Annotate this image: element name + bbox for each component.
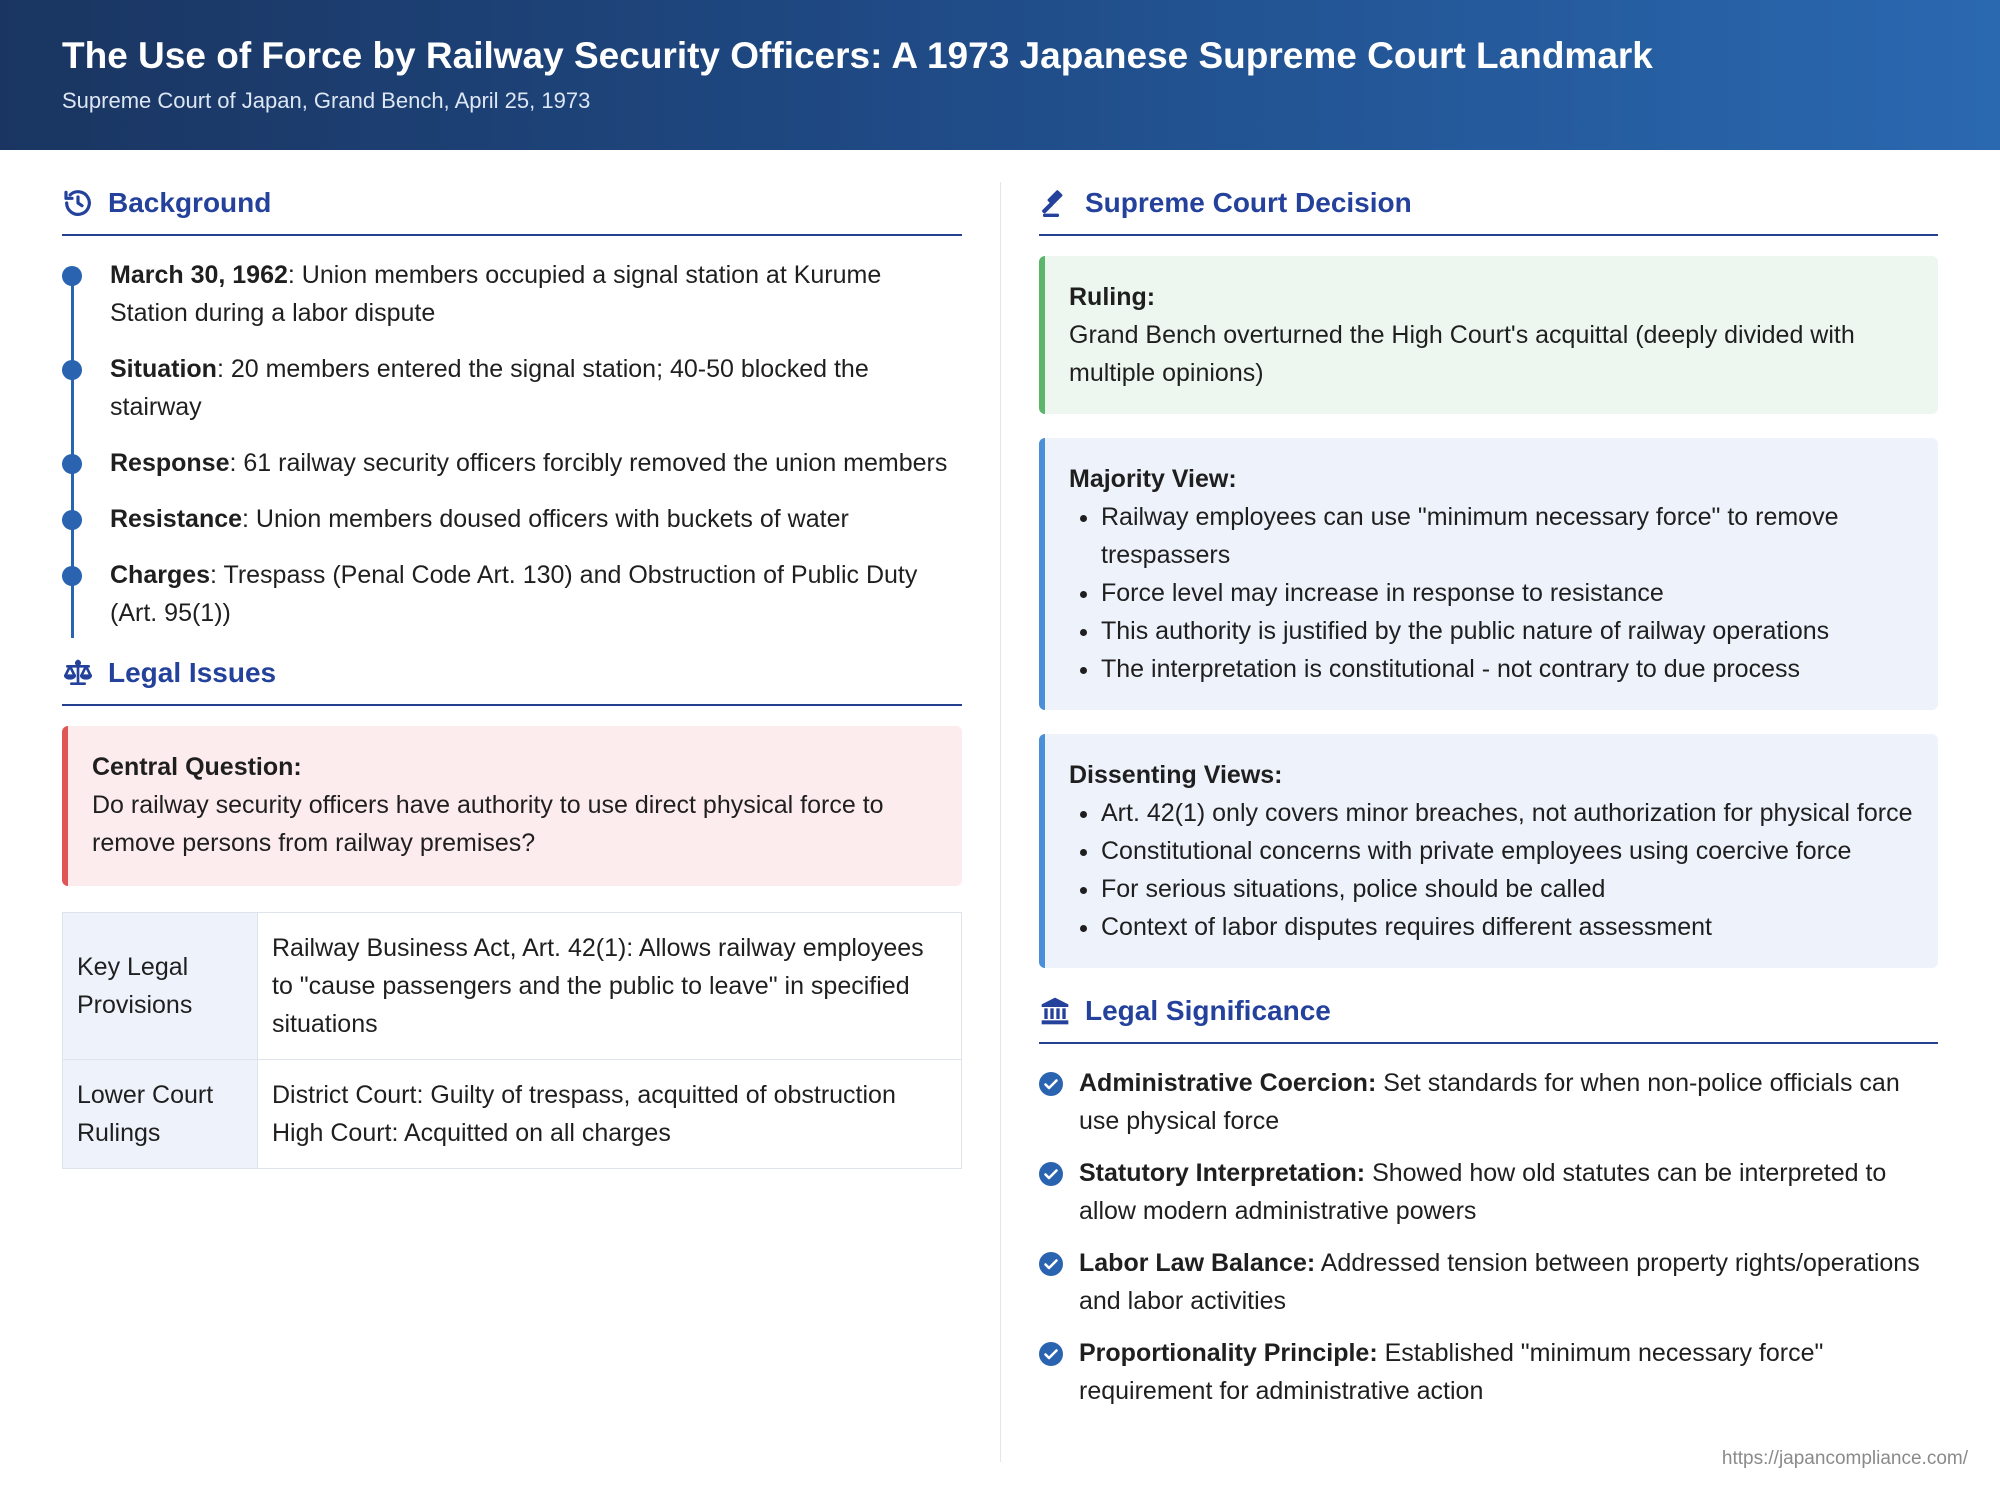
page-title: The Use of Force by Railway Security Officers: A 1973 Japanese Supreme Court Landmark [62, 35, 1653, 76]
majority-view-box [1039, 438, 1938, 710]
significance-section-title [1039, 988, 1938, 1044]
table-value-cell: Railway Business Act, Art. 42(1): Allows railway employees to "cause passengers and the public to leave" in specified situations [258, 913, 962, 1060]
significance-item-text: Addressed tension between property rights/operations and labor activities [1079, 1249, 1920, 1315]
timeline-dot [62, 266, 82, 286]
central-question-label: Central Question: [92, 753, 302, 781]
timeline-item [110, 444, 962, 482]
list-item: • Constitutional concerns with private employees using coercive force [1101, 832, 1914, 870]
list-item: • For serious situations, police should be called [1101, 870, 1914, 908]
check-circle-icon [1039, 1342, 1063, 1366]
timeline-item-text: : Trespass (Penal Code Art. 130) and Obstruction of Public Duty (Art. 95(1)) [110, 561, 918, 627]
timeline-dot [62, 510, 82, 530]
significance-list [1039, 1064, 1938, 1410]
timeline-item [110, 256, 962, 332]
timeline-item-text: : 20 members entered the signal station; 40-50 blocked the stairway [110, 355, 869, 421]
dissenting-views-label: Dissenting Views: [1069, 761, 1283, 789]
list-item [1039, 1244, 1938, 1320]
legal-issues-title-text: Legal Issues [108, 657, 277, 688]
list-item: • Railway employees can use "minimum necessary force" to remove trespassers [1101, 498, 1914, 574]
ruling-label: Ruling: [1069, 283, 1156, 311]
lower-court-line: High Court: Acquitted on all charges [272, 1119, 671, 1147]
landmark-icon [1039, 995, 1071, 1027]
list-item: • Context of labor disputes requires different assessment [1101, 908, 1914, 946]
right-column [1039, 180, 1938, 1424]
timeline-item-text: : Union members occupied a signal station at Kurume Station during a labor dispute [110, 261, 882, 327]
table-row [63, 1060, 962, 1169]
background-title-text: Background [108, 187, 272, 218]
lower-court-line: District Court: Guilty of trespass, acquitted of obstruction [272, 1081, 896, 1109]
check-circle-icon [1039, 1162, 1063, 1186]
significance-item-label: Statutory Interpretation: [1079, 1159, 1366, 1187]
timeline-item-label: Situation [110, 355, 217, 383]
list-item: • Force level may increase in response to resistance [1101, 574, 1914, 612]
significance-title-text: Legal Significance [1085, 995, 1331, 1026]
timeline-item [110, 500, 962, 538]
list-item: • This authority is justified by the public nature of railway operations [1101, 612, 1914, 650]
left-column [62, 180, 962, 1169]
ruling-box [1039, 256, 1938, 414]
list-item [1039, 1064, 1938, 1140]
list-item: • The interpretation is constitutional - not contrary to due process [1101, 650, 1914, 688]
timeline-dot [62, 360, 82, 380]
list-item [1039, 1334, 1938, 1410]
background-section-title [62, 180, 962, 236]
timeline-item-label: Charges [110, 561, 211, 589]
dissenting-views-list [1069, 794, 1914, 946]
history-icon [62, 187, 94, 219]
scale-icon [62, 657, 94, 689]
gavel-icon [1039, 187, 1071, 219]
table-key-cell: Lower Court Rulings [63, 1060, 258, 1169]
timeline-dot [62, 454, 82, 474]
significance-item-label: Administrative Coercion: [1079, 1069, 1377, 1097]
central-question-box [62, 726, 962, 886]
table-key-cell: Key Legal Provisions [63, 913, 258, 1060]
timeline-item-text: : 61 railway security officers forcibly removed the union members [229, 449, 948, 477]
timeline-item-label: Response [110, 449, 230, 477]
decision-section-title [1039, 180, 1938, 236]
page-subtitle: Supreme Court of Japan, Grand Bench, April 25, 1973 [62, 88, 591, 113]
timeline-item-label: March 30, 1962 [110, 261, 288, 289]
significance-item-text: Set standards for when non-police officials can use physical force [1079, 1069, 1900, 1135]
table-value-cell [258, 1060, 962, 1169]
dissenting-views-box [1039, 734, 1938, 968]
provisions-table [62, 912, 962, 1169]
timeline-item-text: : Union members doused officers with buckets of water [242, 505, 849, 533]
timeline-item-label: Resistance [110, 505, 243, 533]
page-header [0, 0, 2000, 150]
check-circle-icon [1039, 1252, 1063, 1276]
timeline-item [110, 556, 962, 632]
timeline-dot [62, 566, 82, 586]
table-row [63, 913, 962, 1060]
decision-title-text: Supreme Court Decision [1085, 187, 1412, 218]
check-circle-icon [1039, 1072, 1063, 1096]
ruling-text: Grand Bench overturned the High Court's acquittal (deeply divided with multiple opinions) [1069, 321, 1855, 387]
majority-view-label: Majority View: [1069, 465, 1237, 493]
legal-issues-section-title [62, 650, 962, 706]
timeline-item [110, 350, 962, 426]
list-item [1039, 1154, 1938, 1230]
majority-view-list [1069, 498, 1914, 688]
list-item: • Art. 42(1) only covers minor breaches, not authorization for physical force [1101, 794, 1914, 832]
significance-item-text: Established "minimum necessary force" requirement for administrative action [1079, 1339, 1824, 1405]
significance-item-label: Labor Law Balance: [1079, 1249, 1316, 1277]
background-timeline [62, 256, 962, 632]
significance-item-text: Showed how old statutes can be interpreted to allow modern administrative powers [1079, 1159, 1887, 1225]
column-divider [1000, 182, 1001, 1462]
central-question-text: Do railway security officers have authority to use direct physical force to remove persons from railway premises? [92, 791, 884, 857]
significance-item-label: Proportionality Principle: [1079, 1339, 1378, 1367]
footer-url: https://japancompliance.com/ [1721, 1448, 1968, 1469]
